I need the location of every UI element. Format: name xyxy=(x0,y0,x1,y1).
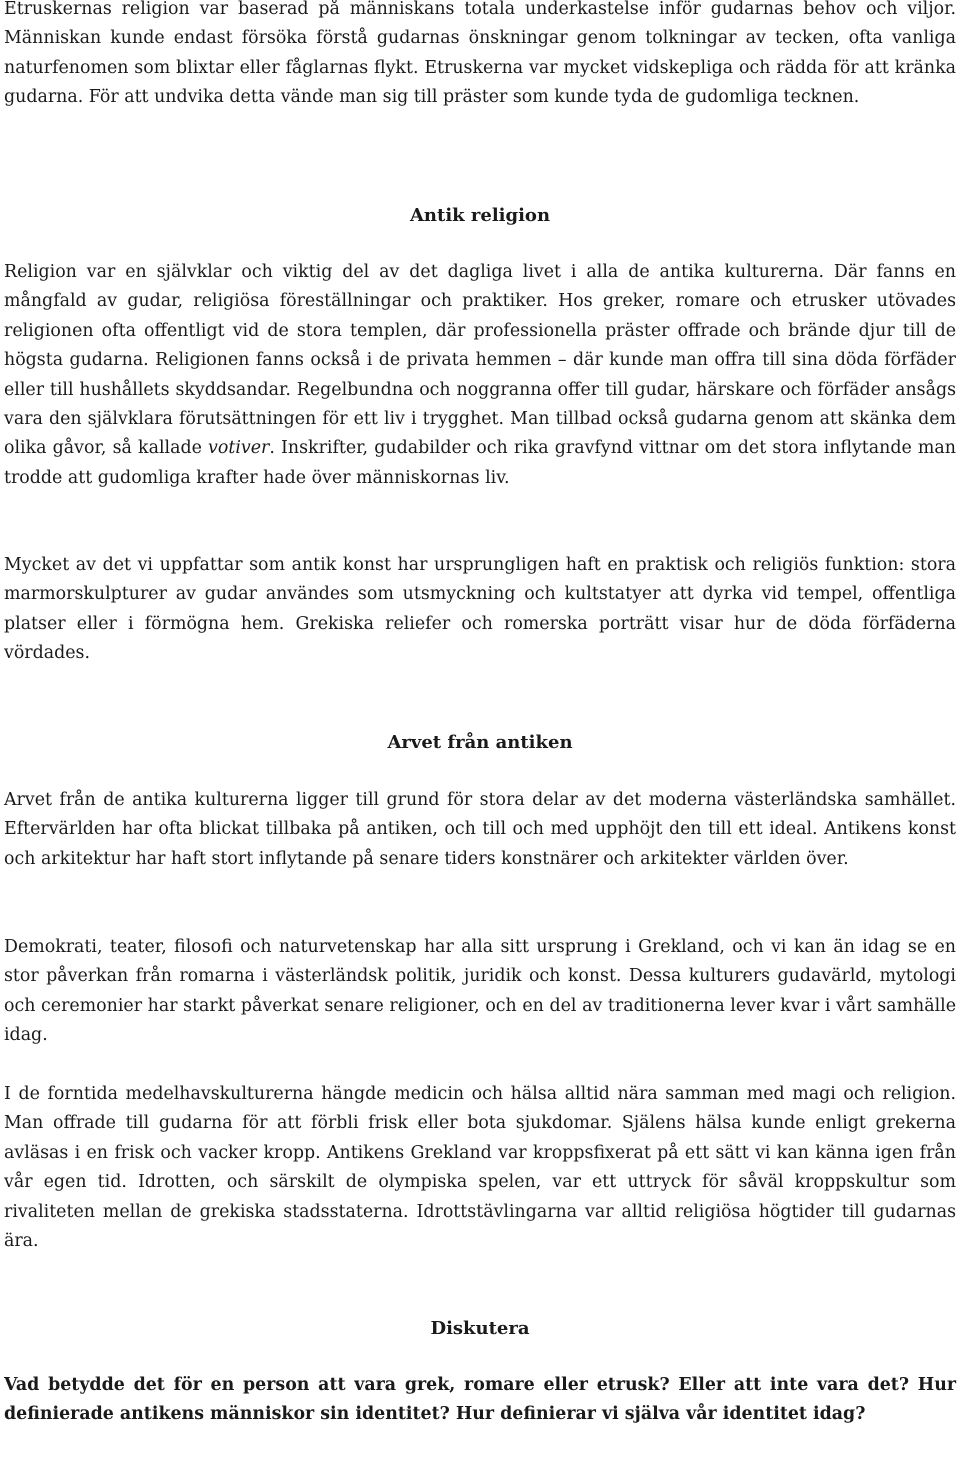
heading-diskutera: Diskutera xyxy=(430,1318,530,1339)
paragraph-medicine: I de forntida medelhavskulturerna hängde medicin och hälsa alltid nära samman med magi och religion. Man offrade till gudarna för att förbli frisk eller bota sjukdomar. Själens hälsa kunde enligt grekerna avläsas i en frisk och vacker kropp. Antikens Grekland var kroppsfixerat på ett sätt vi kan känna igen från vår egen tid. Idrotten, och särskilt de olympiska spelen, var ett uttryck för såväl kroppskultur som rivaliteten mellan de grekiska stadsstaterna. Idrottstävlingarna var alltid religiösa högtider till gudarnas ära. xyxy=(4,1084,956,1252)
paragraph-heritage: Arvet från de antika kulturerna ligger till grund för stora delar av det moderna västerländska samhället. Eftervärlden har ofta blickat tillbaka på antiken, och till och med upphöjt den till ett ideal. Antikens konst och arkitektur har haft stort inflytande på senare tiders konstnärer och arkitekter världen över. xyxy=(4,790,956,869)
paragraph-discussion-questions: Vad betydde det för en person att vara grek, romare eller etrusk? Eller att inte vara det? Hur definierade antikens människor sin identitet? Hur definierar vi själva vår identitet idag? xyxy=(4,1375,956,1425)
paragraph-antique-art: Mycket av det vi uppfattar som antik konst har ursprungligen haft en praktisk och religiös funktion: stora marmorskulpturer av gudar användes som utsmyckning och kultstatyer att dyrka vid tempel, offentliga platser eller i förmögna hem. Grekiska reliefer och romerska porträtt visar hur de döda förfäderna vördades. xyxy=(4,555,956,664)
paragraph-religion-text-b: . Inskrifter, gudabilder och rika gravfynd vittnar om det stora inflytande man trodde att gudomliga krafter hade över människornas liv. xyxy=(4,438,956,488)
paragraph-religion xyxy=(4,258,956,493)
paragraph-democracy: Demokrati, teater, filosofi och naturvetenskap har alla sitt ursprung i Grekland, och vi kan än idag se en stor påverkan från romarna i västerländsk politik, juridik och konst. Dessa kulturers gudavärld, mytologi och ceremonier har starkt påverkat senare religioner, och en del av traditionerna lever kvar i vårt samhälle idag. xyxy=(4,937,956,1046)
heading-antik-religion: Antik religion xyxy=(409,205,551,226)
paragraph-etruscan-religion: Etruskernas religion var baserad på människans totala underkastelse inför gudarnas behov och viljor. Människan kunde endast försöka förstå gudarnas önskningar genom tolkningar av tecken, ofta vanliga naturfenomen som blixtar eller fåglarnas flykt. Etruskerna var mycket vidskepliga och rädda för att kränka gudarna. För att undvika detta vände man sig till präster som kunde tyda de gudomliga tecknen. xyxy=(4,0,956,108)
paragraph-religion-term-votiver: votiver xyxy=(208,438,270,459)
paragraph-religion-text-a: Religion var en självklar och viktig del av det dagliga livet i alla de antika kulturerna. Där fanns en mångfald av gudar, religiösa föreställningar och praktiker. Hos greker, romare och etrusker utövades religionen ofta offentligt vid de stora templen, där professionella präster offrade och brände djur till de högsta gudarna. Religionen fanns också i de privata hemmen – där kunde man offra till sina döda förfäder eller till hushållets skyddsandar. Regelbundna och noggranna offer till gudar, härskare och förfäder ansågs vara den självklara förutsättningen för ett liv i trygghet. Man tillbad också gudarna genom att skänka dem olika gåvor, så kallade xyxy=(4,262,956,459)
heading-arvet-fran-antiken: Arvet från antiken xyxy=(387,732,573,753)
